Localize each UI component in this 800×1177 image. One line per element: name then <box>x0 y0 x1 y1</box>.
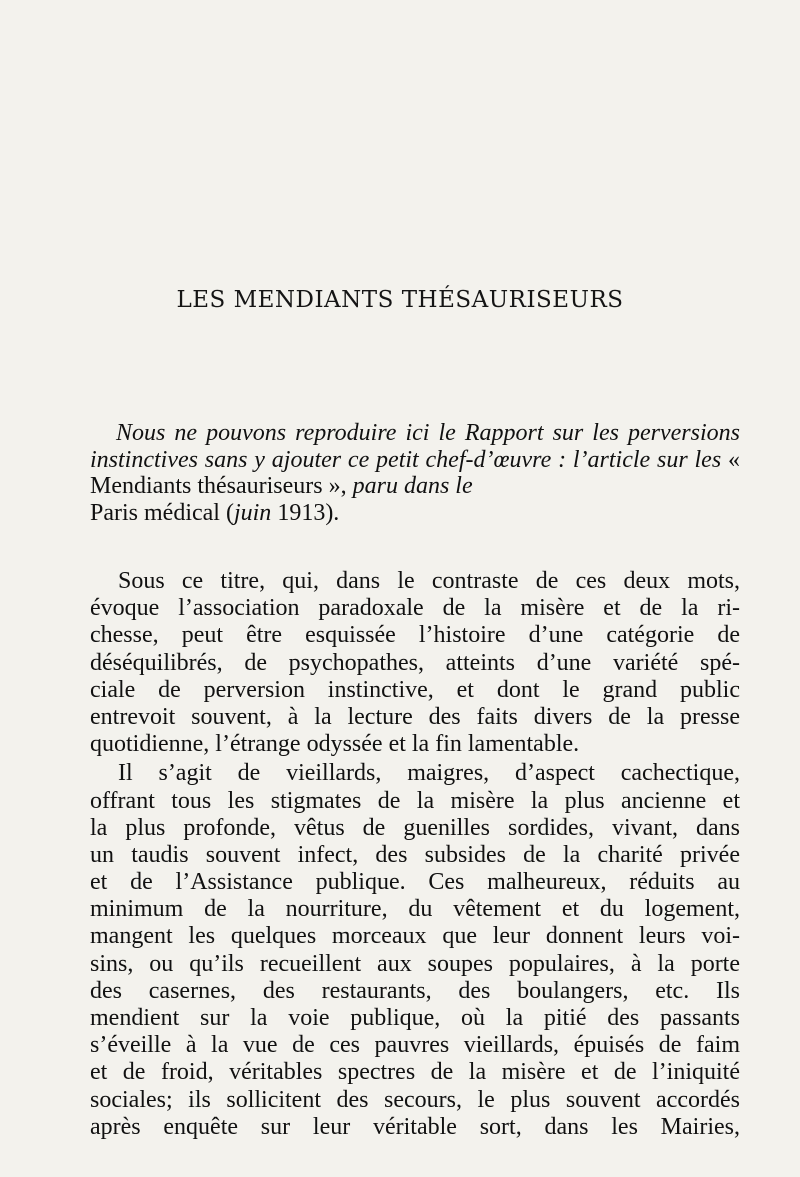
body-line: sociales; ils sollicitent des secours, le plus souvent accordés <box>90 1086 740 1113</box>
body-line: et de l’Assistance publique. Ces malheureux, réduits au <box>90 869 740 896</box>
editorial-note-paragraph: Nous ne pouvons reproduire ici le Rapport sur les perversions instinctives sans y ajouter ce petit chef-d’œuvre : l’article sur les « Mendiants thésauriseurs », paru dans le Paris médical (juin 1913). <box>90 420 740 526</box>
body-line: minimum de la nourriture, du vêtement et du logement, <box>90 896 740 923</box>
body-line: entrevoit souvent, à la lecture des faits divers de la presse <box>90 703 740 730</box>
body-line: mangent les quelques morceaux que leur donnent leurs voi- <box>90 923 740 950</box>
body-line: Sous ce titre, qui, dans le contraste de ces deux mots, <box>118 568 740 594</box>
editorial-note-text-2: paru dans le <box>346 473 473 499</box>
journal-name: Paris médical <box>90 499 220 526</box>
article-name: « Mendiants thésauriseurs », <box>90 446 740 499</box>
publication-month: juin <box>233 499 272 526</box>
body-line: des casernes, des restaurants, des boulangers, etc. Ils <box>90 977 740 1004</box>
body-line: et de froid, véritables spectres de la misère et de l’iniquité <box>90 1059 740 1086</box>
body-line: mendient sur la voie publique, où la pitié des passants <box>90 1005 740 1031</box>
body-line: la plus profonde, vêtus de guenilles sordides, vivant, dans <box>90 814 740 841</box>
body-line: chesse, peut être esquissée l’histoire d’une catégorie de <box>90 622 740 649</box>
body-line: sins, ou qu’ils recueillent aux soupes populaires, à la porte <box>90 950 740 977</box>
body-line: après enquête sur leur véritable sort, dans les Mairies, <box>90 1113 740 1140</box>
body-line: s’éveille à la vue de ces pauvres vieillards, épuisés de faim <box>90 1032 740 1059</box>
editorial-note <box>90 420 740 526</box>
body-line: Il s’agit de vieillards, maigres, d’aspect cachectique, <box>118 760 740 787</box>
editorial-note-text: Nous ne pouvons reproduire ici le Rapport sur les perversions instinctives sans y ajouter ce petit chef-d’œuvre : l’article sur les <box>90 420 740 473</box>
body-line: offrant tous les stigmates de la misère la plus ancienne et <box>90 787 740 814</box>
page-title: LES MENDIANTS THÉSAURISEURS <box>176 287 624 313</box>
body-line: quotidienne, l’étrange odyssée et la fin lamentable. <box>90 731 580 758</box>
article-body <box>90 568 740 1141</box>
body-line: un taudis souvent infect, des subsides de la charité privée <box>90 841 740 868</box>
body-line: évoque l’association paradoxale de la misère et de la ri- <box>90 595 740 622</box>
body-line: ciale de perversion instinctive, et dont le grand public <box>90 676 740 703</box>
body-line: déséquilibrés, de psychopathes, atteints d’une variété spé- <box>90 649 740 676</box>
